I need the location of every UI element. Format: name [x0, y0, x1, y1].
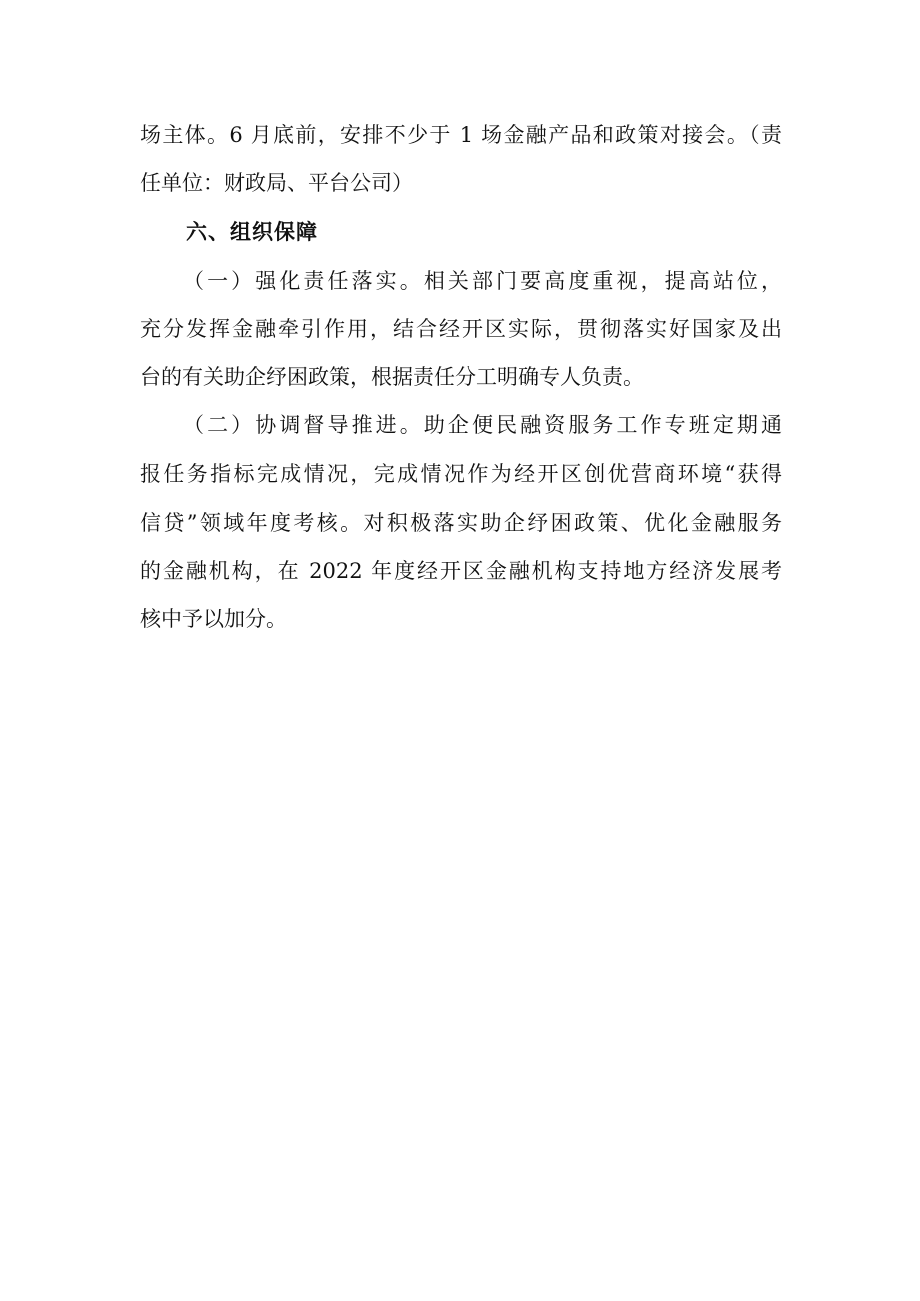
item1-line-2: 充分发挥金融牵引作用，结合经开区实际，贯彻落实好国家及出	[140, 317, 782, 341]
item1-line-1: （一）强化责任落实。相关部门要高度重视，提高站位，	[183, 269, 782, 293]
item2-line-5: 核中予以加分。	[140, 607, 287, 631]
item1-line-3: 台的有关助企纾困政策，根据责任分工明确专人负责。	[140, 365, 644, 389]
section-heading: 六、组织保障	[186, 220, 318, 244]
continuation-line-1: 场主体。6 月底前，安排不少于 1 场金融产品和政策对接会。（责	[140, 123, 782, 147]
item2-line-3: 信贷”领域年度考核。对积极落实助企纾困政策、优化金融服务	[140, 511, 782, 535]
continuation-line-2: 任单位：财政局、平台公司）	[140, 171, 413, 195]
item2-line-4: 的金融机构，在 2022 年度经开区金融机构支持地方经济发展考	[140, 559, 782, 583]
item2-line-1: （二）协调督导推进。助企便民融资服务工作专班定期通	[183, 413, 782, 437]
item2-line-2: 报任务指标完成情况，完成情况作为经开区创优营商环境“获得	[140, 462, 782, 486]
